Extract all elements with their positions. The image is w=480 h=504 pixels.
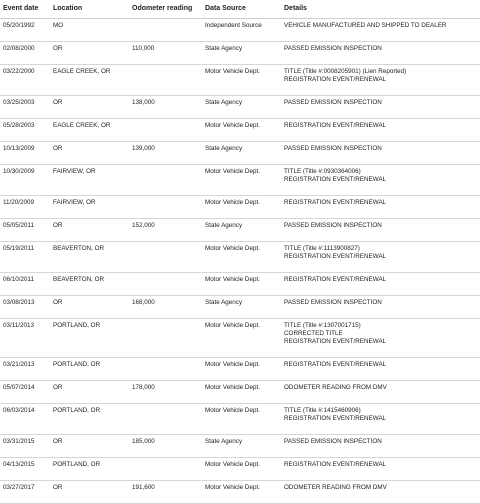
table-row bbox=[0, 381, 480, 404]
table-row bbox=[0, 219, 480, 242]
cell-odometer-reading bbox=[129, 319, 202, 358]
cell-odometer-reading bbox=[129, 19, 202, 42]
table-row bbox=[0, 65, 480, 96]
cell-location: PORTLAND, OR bbox=[50, 358, 129, 381]
cell-details bbox=[281, 165, 480, 196]
cell-odometer-reading bbox=[129, 404, 202, 435]
cell-odometer-reading: 168,000 bbox=[129, 296, 202, 319]
cell-location: OR bbox=[50, 296, 129, 319]
table-row bbox=[0, 119, 480, 142]
cell-event-date: 06/10/2011 bbox=[0, 273, 50, 296]
cell-data-source: Motor Vehicle Dept. bbox=[202, 242, 281, 273]
cell-odometer-reading: 110,000 bbox=[129, 42, 202, 65]
cell-details bbox=[281, 142, 480, 165]
cell-odometer-reading: 185,000 bbox=[129, 435, 202, 458]
details-line: PASSED EMISSION INSPECTION bbox=[284, 299, 382, 306]
cell-odometer-reading bbox=[129, 242, 202, 273]
table-row bbox=[0, 296, 480, 319]
cell-location: BEAVERTON, OR bbox=[50, 273, 129, 296]
cell-event-date: 02/08/2000 bbox=[0, 42, 50, 65]
cell-event-date: 05/05/2011 bbox=[0, 219, 50, 242]
cell-event-date: 03/22/2000 bbox=[0, 65, 50, 96]
cell-data-source: Independent Source bbox=[202, 19, 281, 42]
details-line: VEHICLE MANUFACTURED AND SHIPPED TO DEALER bbox=[284, 22, 447, 29]
cell-details bbox=[281, 435, 480, 458]
table-row bbox=[0, 19, 480, 42]
header-odometer-reading: Odometer reading bbox=[129, 0, 202, 19]
details-line: TITLE (Title #:0930364006) bbox=[284, 168, 361, 175]
cell-location: PORTLAND, OR bbox=[50, 458, 129, 481]
cell-data-source: Motor Vehicle Dept. bbox=[202, 196, 281, 219]
cell-odometer-reading bbox=[129, 358, 202, 381]
cell-details bbox=[281, 481, 480, 504]
cell-location: PORTLAND, OR bbox=[50, 319, 129, 358]
cell-data-source: Motor Vehicle Dept. bbox=[202, 319, 281, 358]
cell-event-date: 03/11/2013 bbox=[0, 319, 50, 358]
cell-odometer-reading bbox=[129, 165, 202, 196]
details-line: REGISTRATION EVENT/RENEWAL bbox=[284, 176, 387, 183]
header-location: Location bbox=[50, 0, 129, 19]
details-line: REGISTRATION EVENT/RENEWAL bbox=[284, 199, 387, 206]
table-body bbox=[0, 19, 480, 504]
table-row bbox=[0, 358, 480, 381]
cell-location: FAIRVIEW, OR bbox=[50, 196, 129, 219]
cell-event-date: 03/27/2017 bbox=[0, 481, 50, 504]
cell-details bbox=[281, 119, 480, 142]
cell-data-source: Motor Vehicle Dept. bbox=[202, 65, 281, 96]
details-line: REGISTRATION EVENT/RENEWAL bbox=[284, 276, 387, 283]
cell-data-source: Motor Vehicle Dept. bbox=[202, 404, 281, 435]
details-line: PASSED EMISSION INSPECTION bbox=[284, 438, 382, 445]
cell-event-date: 05/07/2014 bbox=[0, 381, 50, 404]
cell-details bbox=[281, 42, 480, 65]
cell-data-source: State Agency bbox=[202, 296, 281, 319]
cell-details bbox=[281, 196, 480, 219]
cell-details bbox=[281, 219, 480, 242]
table-row bbox=[0, 481, 480, 504]
table-row bbox=[0, 42, 480, 65]
cell-details bbox=[281, 273, 480, 296]
cell-details bbox=[281, 404, 480, 435]
cell-details bbox=[281, 296, 480, 319]
cell-event-date: 03/08/2013 bbox=[0, 296, 50, 319]
cell-odometer-reading bbox=[129, 458, 202, 481]
cell-odometer-reading bbox=[129, 65, 202, 96]
cell-details bbox=[281, 242, 480, 273]
cell-event-date: 05/28/2003 bbox=[0, 119, 50, 142]
cell-event-date: 03/21/2013 bbox=[0, 358, 50, 381]
cell-details bbox=[281, 381, 480, 404]
cell-data-source: Motor Vehicle Dept. bbox=[202, 481, 281, 504]
header-event-date: Event date bbox=[0, 0, 50, 19]
table-row bbox=[0, 273, 480, 296]
details-line: REGISTRATION EVENT/RENEWAL bbox=[284, 361, 387, 368]
cell-location: EAGLE CREEK, OR bbox=[50, 65, 129, 96]
details-line: PASSED EMISSION INSPECTION bbox=[284, 45, 382, 52]
cell-location: BEAVERTON, OR bbox=[50, 242, 129, 273]
cell-location: OR bbox=[50, 219, 129, 242]
details-line: PASSED EMISSION INSPECTION bbox=[284, 222, 382, 229]
cell-data-source: Motor Vehicle Dept. bbox=[202, 165, 281, 196]
cell-location: OR bbox=[50, 142, 129, 165]
cell-location: FAIRVIEW, OR bbox=[50, 165, 129, 196]
cell-event-date: 10/13/2009 bbox=[0, 142, 50, 165]
details-line: REGISTRATION EVENT/RENEWAL bbox=[284, 338, 387, 345]
cell-event-date: 06/03/2014 bbox=[0, 404, 50, 435]
details-line: TITLE (Title #:1113900827) bbox=[284, 245, 360, 252]
details-line: TITLE (Title #:1415460906) bbox=[284, 407, 361, 414]
cell-event-date: 05/19/2011 bbox=[0, 242, 50, 273]
cell-location: PORTLAND, OR bbox=[50, 404, 129, 435]
cell-odometer-reading: 152,000 bbox=[129, 219, 202, 242]
cell-location: OR bbox=[50, 481, 129, 504]
details-line: ODOMETER READING FROM DMV bbox=[284, 384, 387, 391]
cell-data-source: Motor Vehicle Dept. bbox=[202, 273, 281, 296]
cell-details bbox=[281, 19, 480, 42]
table-row bbox=[0, 96, 480, 119]
cell-location: OR bbox=[50, 381, 129, 404]
cell-odometer-reading: 139,000 bbox=[129, 142, 202, 165]
cell-odometer-reading bbox=[129, 273, 202, 296]
cell-location: OR bbox=[50, 435, 129, 458]
cell-location: EAGLE CREEK, OR bbox=[50, 119, 129, 142]
cell-data-source: State Agency bbox=[202, 42, 281, 65]
table-header-row bbox=[0, 0, 480, 19]
cell-event-date: 11/20/2009 bbox=[0, 196, 50, 219]
cell-event-date: 04/13/2015 bbox=[0, 458, 50, 481]
cell-details bbox=[281, 65, 480, 96]
table-row bbox=[0, 404, 480, 435]
details-line: REGISTRATION EVENT/RENEWAL bbox=[284, 122, 387, 129]
cell-odometer-reading: 138,000 bbox=[129, 96, 202, 119]
cell-details bbox=[281, 96, 480, 119]
table-row bbox=[0, 435, 480, 458]
cell-details bbox=[281, 458, 480, 481]
cell-odometer-reading bbox=[129, 196, 202, 219]
cell-data-source: Motor Vehicle Dept. bbox=[202, 458, 281, 481]
cell-event-date: 03/25/2003 bbox=[0, 96, 50, 119]
table-row bbox=[0, 319, 480, 358]
cell-location: MO bbox=[50, 19, 129, 42]
cell-event-date: 10/30/2009 bbox=[0, 165, 50, 196]
cell-details bbox=[281, 358, 480, 381]
cell-data-source: State Agency bbox=[202, 96, 281, 119]
cell-location: OR bbox=[50, 42, 129, 65]
header-data-source: Data Source bbox=[202, 0, 281, 19]
header-details: Details bbox=[281, 0, 480, 19]
details-line: REGISTRATION EVENT/RENEWAL bbox=[284, 253, 387, 260]
table-row bbox=[0, 242, 480, 273]
details-line: REGISTRATION EVENT/RENEWAL bbox=[284, 415, 387, 422]
details-line: REGISTRATION EVENT/RENEWAL bbox=[284, 461, 387, 468]
cell-data-source: State Agency bbox=[202, 435, 281, 458]
details-line: ODOMETER READING FROM DMV bbox=[284, 484, 387, 491]
cell-data-source: Motor Vehicle Dept. bbox=[202, 358, 281, 381]
cell-data-source: Motor Vehicle Dept. bbox=[202, 119, 281, 142]
cell-data-source: Motor Vehicle Dept. bbox=[202, 381, 281, 404]
details-line: CORRECTED TITLE bbox=[284, 330, 343, 337]
table-row bbox=[0, 196, 480, 219]
cell-details bbox=[281, 319, 480, 358]
cell-event-date: 05/20/1992 bbox=[0, 19, 50, 42]
details-line: PASSED EMISSION INSPECTION bbox=[284, 99, 382, 106]
table-row bbox=[0, 165, 480, 196]
cell-data-source: State Agency bbox=[202, 219, 281, 242]
cell-location: OR bbox=[50, 96, 129, 119]
details-line: REGISTRATION EVENT/RENEWAL bbox=[284, 76, 387, 83]
table-row bbox=[0, 458, 480, 481]
cell-event-date: 03/31/2015 bbox=[0, 435, 50, 458]
details-line: TITLE (Title #:0008205901) (Lien Reported) bbox=[284, 68, 407, 75]
details-line: TITLE (Title #:1307001715) bbox=[284, 322, 361, 329]
cell-data-source: State Agency bbox=[202, 142, 281, 165]
table-row bbox=[0, 142, 480, 165]
cell-odometer-reading: 178,000 bbox=[129, 381, 202, 404]
cell-odometer-reading: 191,600 bbox=[129, 481, 202, 504]
details-line: PASSED EMISSION INSPECTION bbox=[284, 145, 382, 152]
cell-odometer-reading bbox=[129, 119, 202, 142]
